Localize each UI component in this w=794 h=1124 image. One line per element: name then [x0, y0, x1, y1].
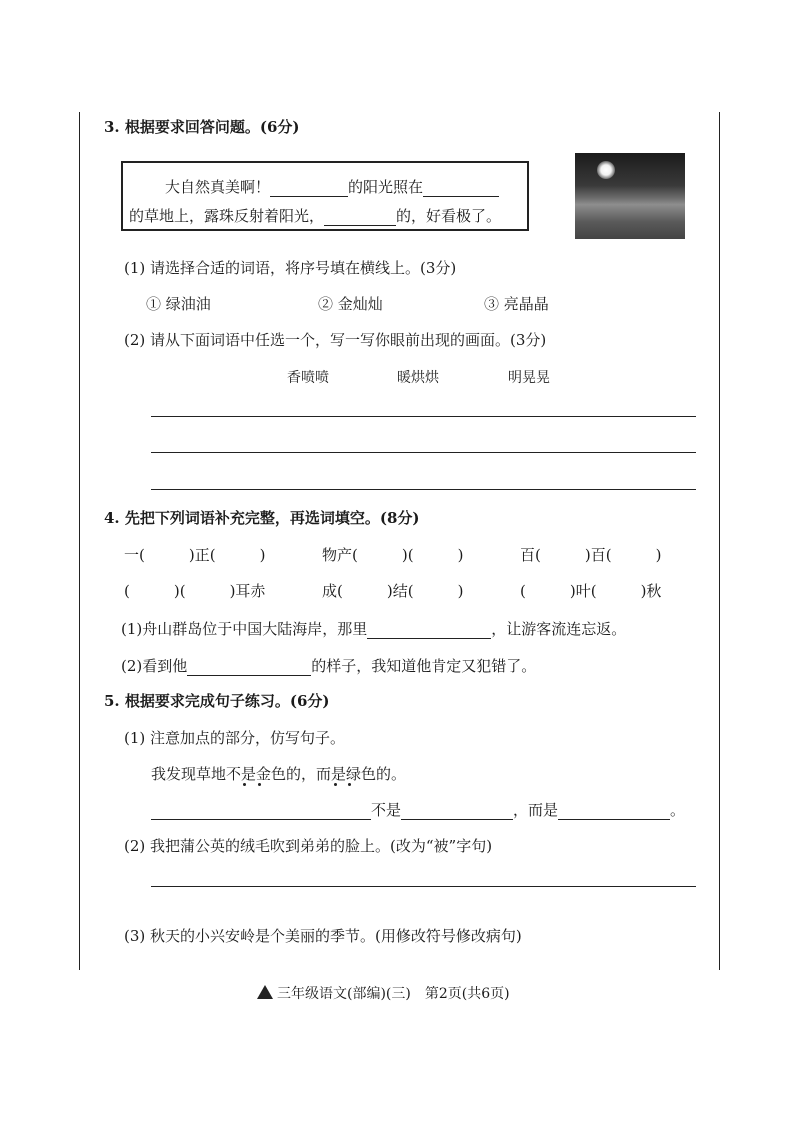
q5-answer-line[interactable]: [151, 886, 696, 887]
q3-answer-line-1[interactable]: [151, 416, 696, 417]
q4-idiom-3: 百( )百( ): [520, 546, 662, 564]
q3-blank-2[interactable]: [423, 180, 499, 197]
q5-pattern-blank-1[interactable]: [151, 803, 371, 820]
q3-option-2: ② 金灿灿: [318, 295, 383, 313]
sunlit-grass-photo: [575, 153, 685, 239]
q5-sub3: (3) 秋天的小兴安岭是个美丽的季节。(用修改符号修改病句): [124, 927, 522, 945]
q4-fill-1-blank[interactable]: [367, 622, 491, 639]
q4-idiom-5: 成( )结( ): [322, 582, 464, 600]
emphasis-dot: [243, 783, 246, 786]
q3-option-3: ③ 亮晶晶: [484, 295, 549, 313]
q3-answer-line-3[interactable]: [151, 489, 696, 490]
q3-sub1: (1) 请选择合适的词语，将序号填在横线上。(3分): [124, 259, 457, 277]
q5-sub1: (1) 注意加点的部分，仿写句子。: [124, 729, 346, 747]
q4-fill-2-blank[interactable]: [187, 659, 311, 676]
q3-passage-box: [121, 161, 529, 231]
q5-sub2: (2) 我把蒲公英的绒毛吹到弟弟的脸上。(改为“被”字句): [124, 837, 493, 855]
q5-imitation-pattern: 不是 ，而是 。: [151, 800, 685, 820]
q3-title: 3. 根据要求回答问题。(6分): [104, 118, 300, 136]
page-footer: 三年级语文(部编)(三) 第2页(共6页): [257, 984, 510, 1004]
emphasis-dot: [334, 783, 337, 786]
triangle-logo-icon: [257, 985, 273, 999]
q4-fill-1: (1)舟山群岛位于中国大陆海岸，那里 ，让游客流连忘返。: [121, 620, 627, 638]
q3-answer-line-2[interactable]: [151, 452, 696, 453]
right-margin-line: [719, 112, 720, 970]
q4-idiom-4: ( )( )耳赤: [124, 582, 266, 600]
q3-option-1: ① 绿油油: [146, 295, 211, 313]
q5-title: 5. 根据要求完成句子练习。(6分): [104, 692, 330, 710]
sun-icon: [597, 161, 615, 179]
emphasis-dot: [348, 783, 351, 786]
q5-pattern-blank-3[interactable]: [558, 803, 670, 820]
q3-word-3: 明晃晃: [508, 370, 550, 386]
q3-blank-3[interactable]: [324, 209, 396, 226]
q4-idiom-1: 一( )正( ): [124, 546, 266, 564]
q4-fill-2: (2)看到他 的样子，我知道他肯定又犯错了。: [121, 657, 537, 675]
q3-blank-1[interactable]: [270, 180, 348, 197]
q4-title: 4. 先把下列词语补充完整，再选词填空。(8分): [104, 509, 420, 527]
q4-idiom-6: ( )叶( )秋: [520, 582, 662, 600]
q4-idiom-2: 物产( )( ): [322, 546, 464, 564]
q3-passage-line2: 的草地上，露珠反射着阳光， 的，好看极了。: [129, 207, 502, 225]
emphasis-dot: [258, 783, 261, 786]
q5-pattern-blank-2[interactable]: [401, 803, 513, 820]
left-margin-line: [79, 112, 80, 970]
q3-word-2: 暖烘烘: [397, 370, 439, 386]
q3-passage-line1: 大自然真美啊！ 的阳光照在: [165, 177, 499, 197]
q3-sub2: (2) 请从下面词语中任选一个，写一写你眼前出现的画面。(3分): [124, 331, 547, 349]
q5-example-sentence: 我发现草地不是金色的，而是绿色的。: [151, 765, 407, 783]
q3-word-1: 香喷喷: [287, 370, 329, 386]
